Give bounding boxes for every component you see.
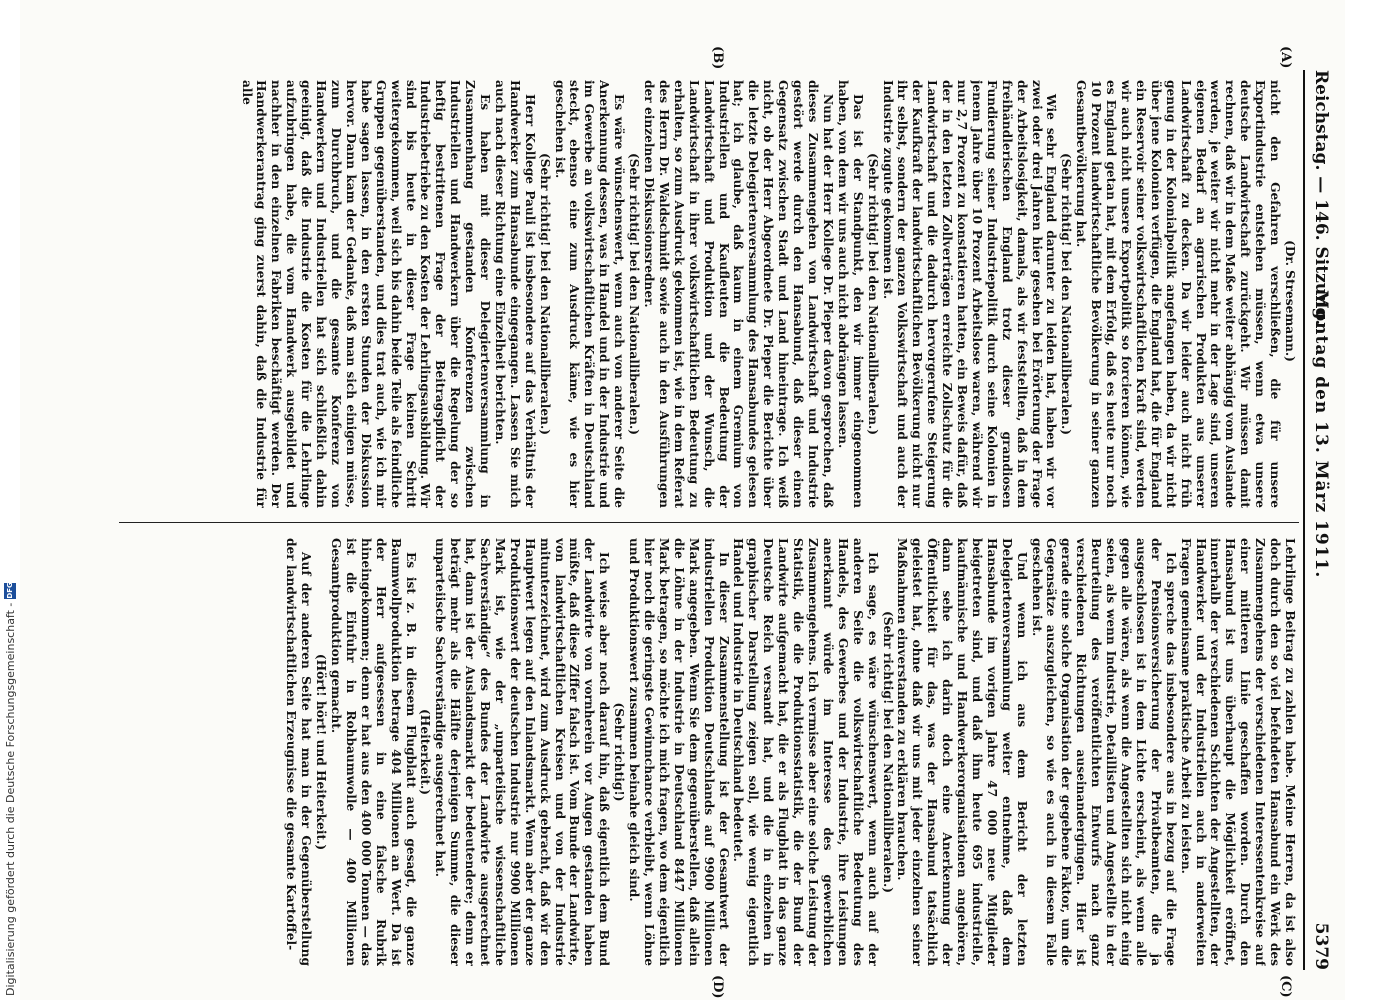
header-date: Montag den 13. März 1911.: [1311, 290, 1331, 579]
paragraph: Lehrlinge Beitrag zu zahlen habe. Meine Herren, da ist also doch durch den so viel befehdeten Hansabund ein Werk des Zusammengehens der verschiedenen Interessentenkreise auf einer mittleren Linie geschaffen worden. Durch den Hansabund ist uns überhaupt die Möglichkeit eröffnet, innerhalb der verschiedenen Schichten der Angestellten, der Handwerker und der Industriellen auch in anderweiten Fragen gemeinsame praktische Arbeit zu leisten.: [1178, 538, 1297, 966]
paragraph: Es haben mit dieser Delegiertenversammlung in Zusammenhang gestanden Konferenzen zwischen Industriellen und Handwerkern über die Regelung der so heftig bestrittenen Frage der Beitragspflicht der Industriebetriebe zu den Kosten der Lehrlingsausbildung. Wir sind bis heute in dieser Frage keinen Schritt weitergekommen, weil sich bis dahin beide Teile als feindliche Gruppen gegenüberstanden, und dies trat auch, wie ich mir habe sagen lassen, in den ersten Stunden der Diskussion hervor. Dann kam der Gedanke, daß man sich einigen müsse, zum Durchbruch, und die gesamte Konferenz von Handwerkern und Industriellen hat sich schließlich dahin geeinigt, daß die Industrie die Kosten für die Lehrlinge aufzubringen habe, die vom Handwerk ausgebildet und nachher in den einzelnen Fabriken beschäftigt werden. Der Handwerkerantrag ging zuerst dahin, daß die Industrie für alle: [239, 80, 493, 508]
interjection: (Sehr richtig! bei den Nationalliberalen.): [880, 610, 895, 893]
paragraph: Ich weise aber noch darauf hin, daß eigentlich dem Bund der Landwirte von vornherein vor Augen gestanden haben müßte, daß diese Ziffer falsch ist. Vom Bunde der Landwirte, von landwirtschaftlichen Kreisen und von der Industrie mitunterzeichnet, wird zum Ausdruck gebracht, daß wir den Hauptwert legen auf den Inlandsmarkt. Wenn aber der ganze Produktionswert der deutschen Industrie nur 9900 Millionen Mark ist, wie der „unparteiische wissenschaftliche Sachverständige“ des Bundes der Landwirte ausgerechnet hat, dann ist der Auslandsmarkt der bedeutendere; denn er beträgt mehr als die Hälfte derjenigen Summe, die dieser unparteiische Sachverständige ausgerechnet hat.: [433, 538, 612, 966]
interjection: (Sehr richtig! bei den Nationalliberalen.): [865, 152, 880, 435]
paragraph: Ich sage, es wäre wünschenswert, wenn auch auf der anderen Seite die volkswirtschaftliche Bedeutung des Handels, des Gewerbes und der Industrie, ihre Leistungen anerkannt würde im Interesse des gewerblichen Zusammengehens. Ich vermisse aber eine solche Leistung der Statistik, die die Produktionsstatistik, die der Bund der Landwirte aufgemacht hat, die er als Flugblatt in das ganze Deutsche Reich versandt hat, und die in einzelnen in graphischer Darstellung zeigen soll, wie wenig eigentlich Handel und Industrie in Deutschland bedeutet.: [731, 538, 880, 966]
column-divider: [119, 522, 1299, 523]
page-header: [1305, 70, 1337, 970]
paragraph: Ich spreche das insbesondere aus in bezug auf die Frage der Pensionsversicherung der Privatbeamten, die ja ausgeschlossen ist in dem Lichte erscheint, als wenn alle gegen alle wären, als wenn die Angestellten sich nicht einig seien, als wenn Industrie, Detaillisten und Angestellte in der Beurteilung des veröffentlichten Entwurfs nach ganz verschiedenen Richtungen auseinandergingen. Hier ist gerade eine solche Organisation der gegebene Faktor, um die Gegensätze auszugleichen, so wie es auch in diesem Falle geschehen ist.: [1029, 538, 1178, 966]
paragraph: Es wäre wünschenswert, wenn auch von anderer Seite die Anerkennung dessen, was in Handel und in der Industrie und im Gewerbe an volkswirtschaftlichen Kräften in Deutschland steckt, ebenso eine zum Ausdruck käme, wie es hier geschehen ist.: [552, 80, 627, 508]
margin-letter-b: (B): [710, 46, 725, 70]
paragraph: Herr Kollege Pauli ist insbesondere auf das Verhältnis der Handwerker zum Hansabunde eingegangen. Lassen Sie mich auch nach dieser Richtung eine Einzelheit berichten.: [492, 80, 537, 508]
interjection: (Sehr richtig!): [612, 702, 627, 802]
document-page: [20, 0, 1345, 1000]
paragraph: Es ist z. B. in diesem Flugblatt auch gesagt, die ganze Baumwollproduktion betrage 404 Millionen an Wert. Da ist der Herr aufgesessen in eine falsche Rubrik hineingekommen; denn er hat aus den 400 000 Tonnen — das ist die Einfuhr in Rohbaumwolle — 400 Millionen Gesamtproduktion gemacht.: [329, 538, 418, 966]
paragraph: nicht den Gefahren verschließen, die für unsere Exportindustrie entstehen müssen, wenn etwa unsere deutsche Landwirtschaft zurückgeht. Wir müssen damit rechnen, daß wir in dem Maße weiter abhängig vom Auslande werden, je weiter wir nicht mehr in der Lage sind, unseren eigenen Bedarf an agrarischen Produkten aus unserer Landwirtschaft zu decken. Da wir leider auch nicht früh genug in der Kolonialpolitik angefangen haben, da wir nicht über jene Kolonien verfügen, die England hat, die für England ein Reservoir seiner volkswirtschaftlichen Kraft sind, werden wir auch nicht unsere Exportpolitik so forcieren können, wie es England getan hat, mit dem Erfolg, daß es heute nur noch 10 Prozent landwirtschaftliche Bevölkerung in seiner ganzen Gesamtbevölkerung hat.: [1074, 80, 1283, 508]
paragraph: Und wenn ich aus dem Bericht der letzten Delegiertenversammlung weiter entnehme, daß dem Hansabunde im vorigen Jahre 47 000 neue Mitglieder beigetreten sind, und daß ihm heute 695 industrielle, kaufmännische und Handwerkerorganisationen angehören, dann sehe ich darin doch eine Anerkennung der Öffentlichkeit für das, was der Hansabund tatsächlich geleistet hat, ohne daß wir uns mit jeder einzelnen seiner Maßnahmen einverstanden zu erklären brauchen.: [895, 538, 1029, 966]
interjection: (Sehr richtig! bei den Nationalliberalen.): [1059, 152, 1074, 435]
right-column: [117, 538, 1297, 966]
paragraph: In dieser Zusammenstellung ist der Gesamtwert der industriellen Produktion Deutschlands auf 9900 Millionen Mark angegeben. Wenn Sie dem gegenüberstellen, daß allein die Löhne in der Industrie in Deutschland 8447 Millionen Mark betragen, so möchte ich mich fragen, wo dem eigentlich hier noch die geringste Gewinnchance verbleibt, wenn Löhne und Produktionswert zusammen beinahe gleich sind.: [627, 538, 731, 966]
header-rule: [1303, 70, 1305, 970]
margin-letter-c: (C): [1278, 975, 1293, 998]
left-column: [117, 80, 1297, 508]
paragraph: Nun hat der Herr Kollege Dr. Pieper davon gesprochen, daß dieses Zusammengehen von Landwirtschaft und Industrie gestört werde durch den Hansabund, daß dieser einen Gegensatz zwischen Stadt und Land hineintrage. Ich weiß nicht, ob der Herr Abgeordnete Dr. Pieper die Berichte über die letzte Delegiertenversammlung des Hansabundes gelesen hat; ich glaube, daß kaum in einem Gremium von Industriellen und Kaufleuten die Bedeutung der Landwirtschaft und Produktion und der Wunsch, die Landwirtschaft in ihrer volkswirtschaftlichen Bedeutung zu erhalten, so zum Ausdruck gekommen ist, wie in dem Referat des Herrn Dr. Waldschmidt sowie auch in den Ausführungen der einzelnen Diskussionsredner.: [642, 80, 835, 508]
speaker-name: (Dr. Stresemann.): [1283, 240, 1297, 362]
paragraph: Wie sehr England darunter zu leiden hat, haben wir vor zwei oder drei Jahren hier gesehen bei Erörterung der Frage der Arbeitslosigkeit, damals, als wir feststellten, daß in dem freihändlerischen England trotz dieser grandiosen Fundierung seiner Industriepolitik durch seine Kolonien in jenem Jahre über 10 Prozent Arbeitslose waren, während wir nur 2,7 Prozent zu konstatieren hatten, ein Beweis dafür, daß der in den letzten Zollverträgen erreichte Zollschutz für die Landwirtschaft und die dadurch hervorgerufene Steigerung der Kaufkraft der landwirtschaftlichen Bevölkerung nicht nur ihr selbst, sondern der ganzen Volkswirtschaft und auch der Industrie zugute gekommen ist.: [880, 80, 1059, 508]
paragraph: Auf der anderen Seite hat man in der Gegenüberstellung der landwirtschaftlichen Erzeugnisse die gesamte Kartoffel-: [284, 538, 314, 966]
margin-letter-a: (A): [1278, 46, 1293, 69]
dfg-logo: DFG: [6, 582, 14, 599]
paragraph: Das ist der Standpunkt, den wir immer eingenommen haben, von dem wir uns auch nicht abdrängen lassen.: [835, 80, 865, 508]
interjection: (Sehr richtig! bei den Nationalliberalen.): [537, 152, 552, 435]
interjection: (Sehr richtig! bei den Nationalliberalen.): [627, 152, 642, 435]
interjection: (Heiterkeit.): [418, 709, 433, 795]
header-page-number: 5379: [1311, 922, 1331, 970]
digitization-credit: [2, 582, 18, 996]
header-session: Reichstag. — 146. Sitzung.: [1311, 70, 1331, 326]
margin-letter-d: (D): [710, 975, 725, 999]
credit-text: Digitalisierung gefördert durch die Deutsche Forschungsgemeinschaft -: [3, 602, 17, 996]
interjection: (Hört! hört! und Heiterkeit.): [314, 653, 329, 851]
